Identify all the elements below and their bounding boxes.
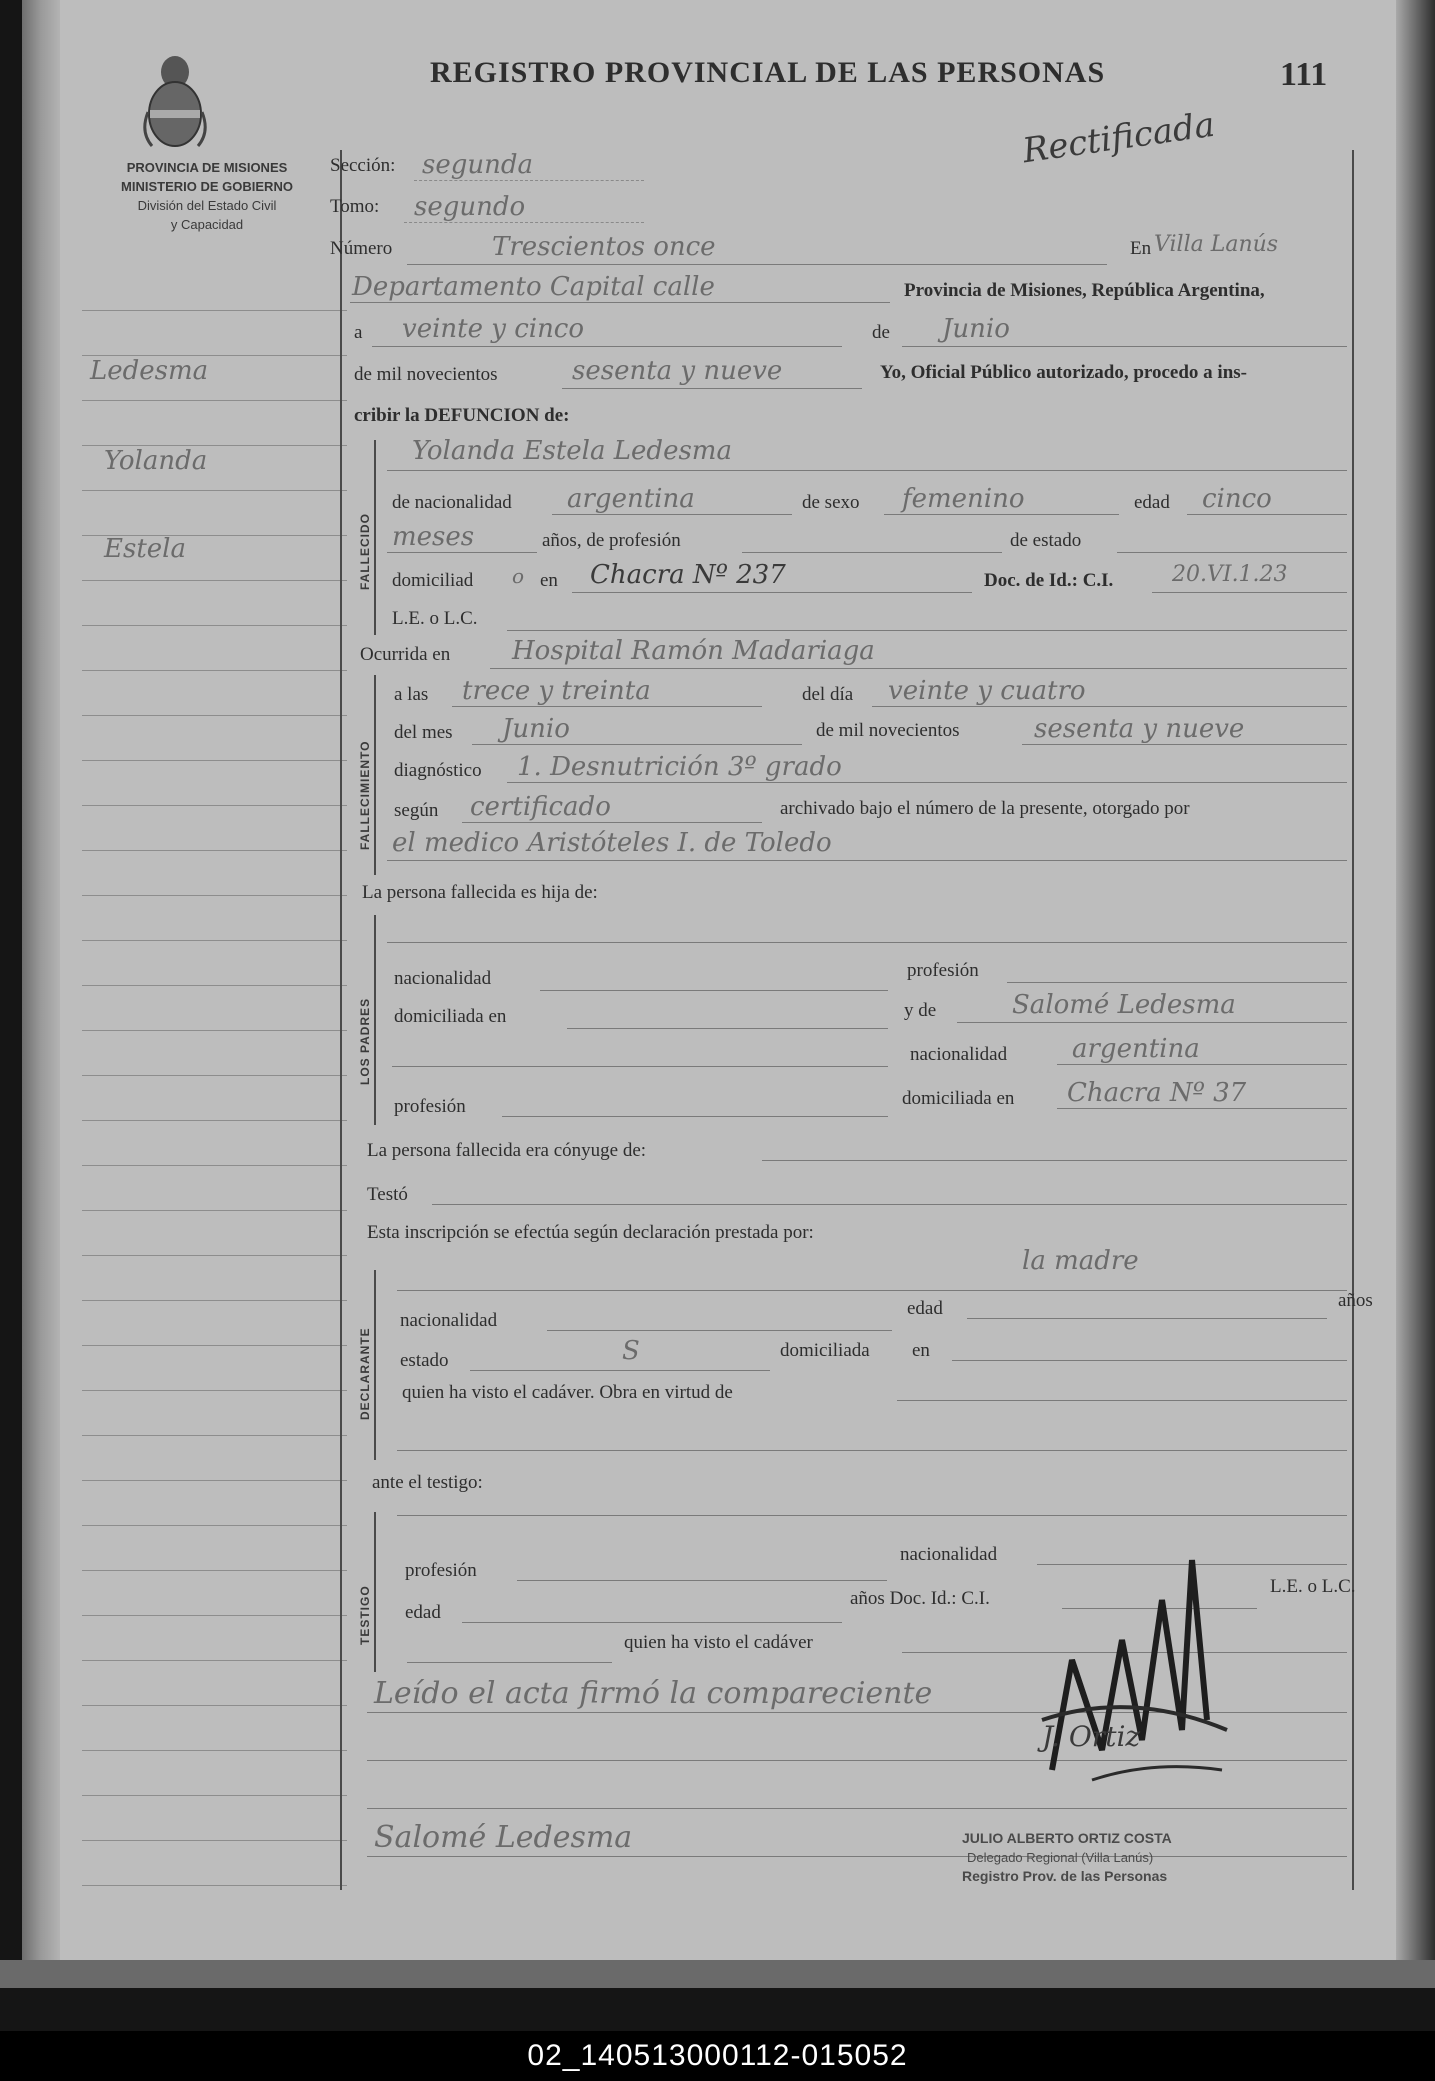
stamp-line-2: Delegado Regional (Villa Lanús) [967,1850,1154,1865]
doc-value: 20.VI.1.23 [1172,562,1288,587]
decl-cadaver-label: quien ha visto el cadáver. Obra en virtud de [402,1382,733,1403]
a-las-label: a las [394,684,429,705]
sexo-label: de sexo [802,492,860,513]
edad-unit-value: meses [392,522,475,552]
image-caption: 02_140513000112-015052 [0,2031,1435,2081]
margin-second-name: Estela [104,534,186,564]
division-label-2: y Capacidad [170,217,244,232]
margin-surname: Ledesma [90,356,209,386]
nacionalidad-value: argentina [567,484,695,514]
province-label: PROVINCIA DE MISIONES [126,160,288,175]
tomo-label: Tomo: [330,196,380,217]
de-mil-label: de mil novecientos [354,364,498,385]
conyuge-label: La persona fallecida era cónyuge de: [367,1140,647,1161]
oficial-label: Yo, Oficial Público autorizado, procedo a ins- [880,362,1247,383]
testigo-profesion-label: profesión [405,1560,477,1581]
page-edge [1396,0,1435,1985]
ante-testigo-label: ante el testigo: [372,1472,483,1493]
ocurrida-value: Hospital Ramón Madariaga [512,636,875,666]
padre-oficio-label: profesión [394,1096,466,1117]
cribir-label: cribir la DEFUNCION de: [354,405,570,426]
book-bottom-edge [0,1960,1435,1988]
en-value: Villa Lanús [1154,232,1279,257]
testigo-le-lc-label: L.E. o L.C. [1270,1576,1356,1597]
del-mes-value: Junio [502,714,570,744]
decl-domiciliada-label: domiciliada [780,1340,870,1361]
coat-of-arms-icon [140,42,210,152]
ocurrida-label: Ocurrida en [360,644,451,665]
y-de-label: y de [904,1000,937,1021]
domicilio-suffix: o [512,564,525,588]
diagnostico-value: 1. Desnutrición 3º grado [517,752,842,782]
decl-anos-label: años [1338,1290,1373,1311]
testigo-cadaver-label: quien ha visto el cadáver [624,1632,813,1653]
inscripcion-label: Esta inscripción se efectúa según declaración prestada por: [367,1222,814,1243]
domicilio-en-label: en [540,570,558,591]
numero-label: Número [330,238,393,259]
padre-domicilio-label: domiciliada en [394,1006,507,1027]
madre-domicilio-value: Chacra Nº 37 [1067,1078,1247,1108]
profesion-label: años, de profesión [542,530,681,551]
decl-estado-label: estado [400,1350,449,1371]
numero-value: Trescientos once [492,232,716,262]
fallecimiento-section-label: FALLECIMIENTO [358,740,372,850]
provincia-label: Provincia de Misiones, República Argentina, [904,280,1265,301]
ministry-label: MINISTERIO DE GOBIERNO [121,179,293,194]
seccion-value: segunda [422,150,534,180]
rectified-annotation: Rectificada [1020,104,1218,172]
madre-nacionalidad-value: argentina [1072,1034,1200,1064]
page-title: REGISTRO PROVINCIAL DE LAS PERSONAS [430,56,1106,89]
domicilio-label: domiciliad [392,570,474,591]
del-mes-label: del mes [394,722,453,743]
sexo-value: femenino [902,484,1025,514]
decl-nacionalidad-label: nacionalidad [400,1310,498,1331]
tomo-value: segundo [414,192,526,222]
stamp-line-1: JULIO ALBERTO ORTIZ COSTA [962,1830,1172,1846]
nacionalidad-label: de nacionalidad [392,492,512,513]
decl-estado-value: S [622,1336,640,1366]
segun-label: según [394,800,439,821]
de-label: de [872,322,890,343]
del-dia-label: del día [802,684,854,705]
book-spine [22,0,60,1985]
testigo-edad-label: edad [405,1602,441,1623]
decl-en-label: en [912,1340,930,1361]
testigo-section-label: TESTIGO [358,1585,372,1645]
segun-value: certificado [470,792,611,822]
de-mil-value: sesenta y nueve [572,356,783,386]
testo-label: Testó [367,1184,408,1205]
closing-note: Leído el acta firmó la compareciente [374,1676,933,1711]
en-label: En [1130,238,1152,259]
madre-nacionalidad-label: nacionalidad [910,1044,1008,1065]
mother-signature: Salomé Ledesma [374,1820,633,1855]
fallecido-section-label: FALLECIDO [358,513,372,590]
edad-label: edad [1134,492,1170,513]
division-label: División del Estado Civil [137,198,277,213]
testigo-nacionalidad-label: nacionalidad [900,1544,998,1565]
padre-profesion-label: profesión [907,960,979,981]
edad-value: cinco [1202,484,1272,514]
diagnostico-label: diagnóstico [394,760,482,781]
lugar-value: Departamento Capital calle [352,272,715,302]
ledger-page [22,0,1414,1985]
declarante-section-label: DECLARANTE [358,1327,372,1420]
hija-de-label: La persona fallecida es hija de: [362,882,598,903]
official-signature-icon [1032,1520,1232,1800]
madre-nombre-value: Salomé Ledesma [1012,990,1236,1020]
padres-section-label: LOS PADRES [358,997,372,1085]
margin-first-name: Yolanda [104,446,208,476]
a-value: veinte y cinco [402,314,585,344]
province-heading [82,158,332,234]
madre-domicilio-label: domiciliada en [902,1088,1015,1109]
testigo-doc-label: años Doc. Id.: C.I. [850,1588,990,1609]
del-dia-value: veinte y cuatro [888,676,1086,706]
deceased-name: Yolanda Estela Ledesma [412,436,732,466]
de-mil-2-value: sesenta y nueve [1034,714,1245,744]
declarante-value: la madre [1022,1246,1139,1276]
le-lc-label: L.E. o L.C. [392,608,478,629]
stamp-line-3: Registro Prov. de las Personas [962,1868,1168,1884]
decl-edad-label: edad [907,1298,943,1319]
folio-number: 111 [1280,56,1328,93]
seccion-label: Sección: [330,155,396,176]
otorgado-value: el medico Aristóteles I. de Toledo [392,828,832,858]
a-las-value: trece y treinta [462,676,651,706]
de-value: Junio [942,314,1010,344]
de-mil-2-label: de mil novecientos [816,720,960,741]
padre-nacionalidad-label: nacionalidad [394,968,492,989]
official-signature-text: J. Ortiz [1042,1720,1141,1753]
domicilio-value: Chacra Nº 237 [590,560,786,590]
a-label: a [354,322,363,343]
doc-label: Doc. de Id.: C.I. [984,570,1114,591]
archivado-label: archivado bajo el número de la presente, otorgado por [780,798,1190,819]
estado-label: de estado [1010,530,1082,551]
